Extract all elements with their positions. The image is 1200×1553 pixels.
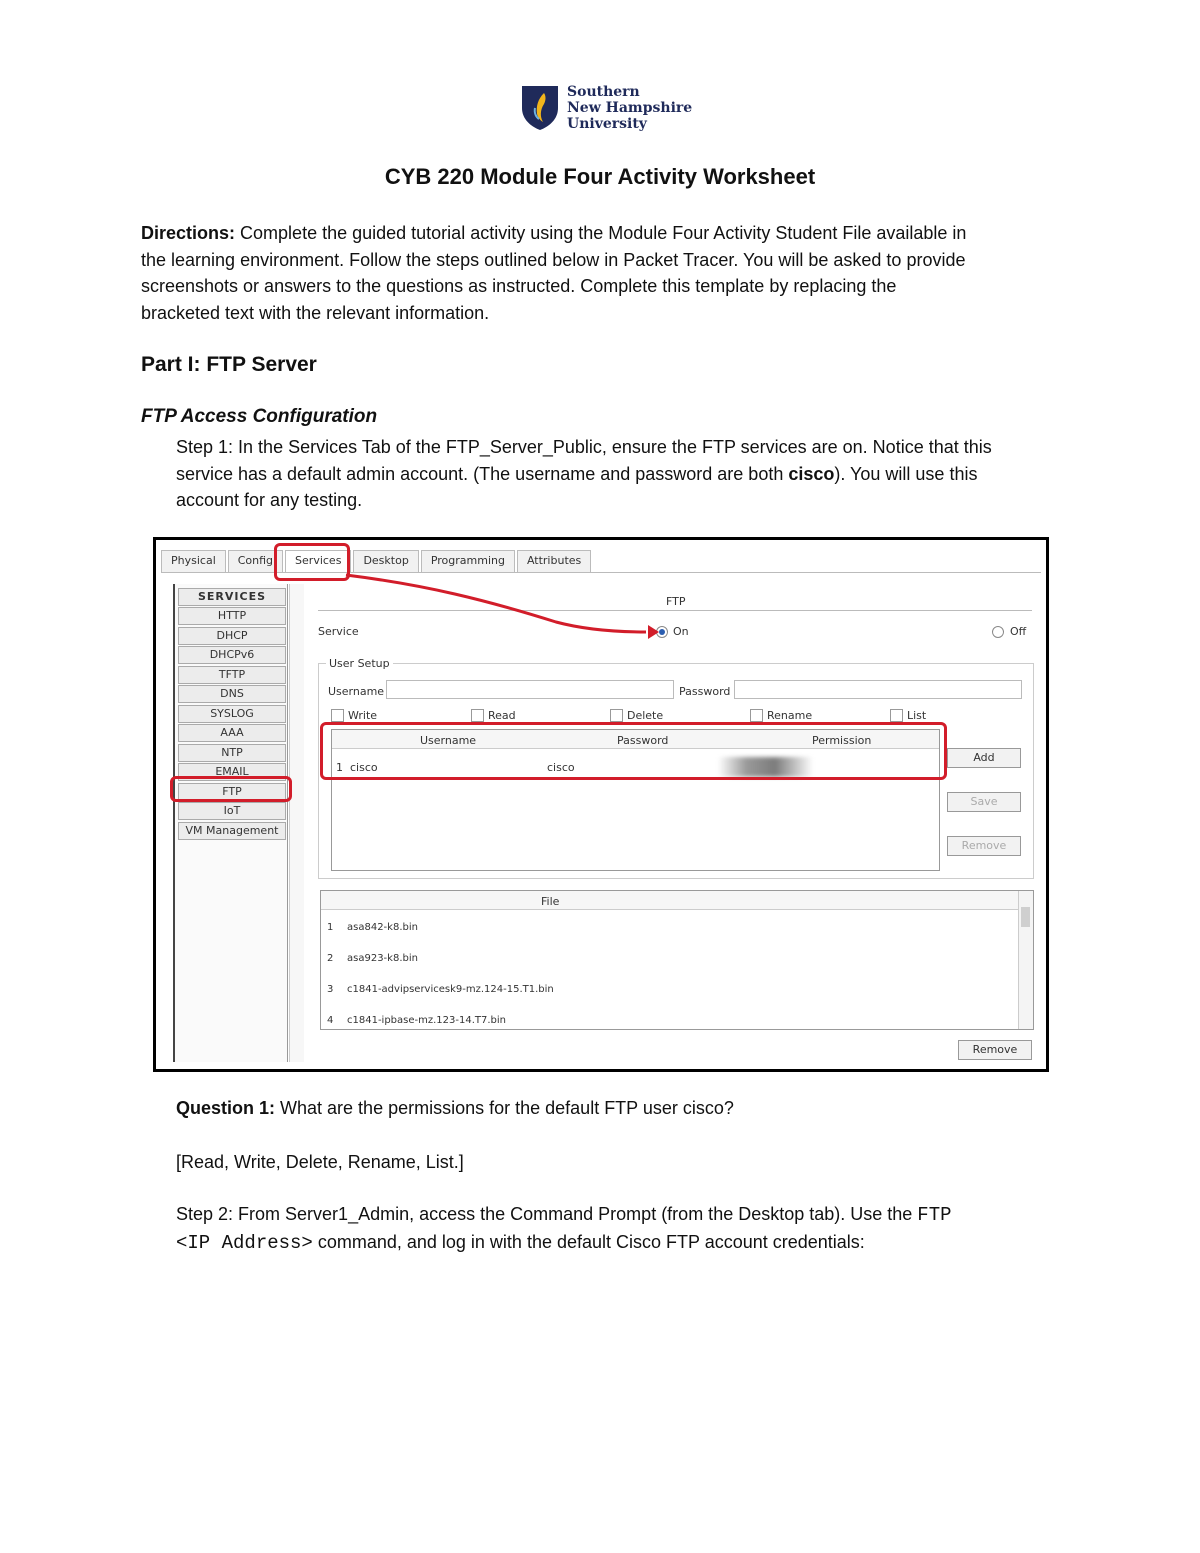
service-on-label: On xyxy=(673,625,689,638)
step-1-line-1: Step 1: In the Services Tab of the FTP_Server_Public, ensure the FTP services are on. Notice that this xyxy=(176,437,992,457)
header-permission: Permission xyxy=(812,734,872,747)
list-label: List xyxy=(907,709,927,722)
file-name-1[interactable]: asa842-k8.bin xyxy=(347,922,418,933)
services-header: SERVICES xyxy=(178,588,286,606)
service-iot[interactable]: IoT xyxy=(178,802,286,820)
write-label: Write xyxy=(348,709,378,722)
password-label: Password xyxy=(679,685,731,698)
directions-label: Directions: xyxy=(141,223,236,243)
step-1-line-2b: ). You will use this xyxy=(834,463,978,484)
delete-label: Delete xyxy=(627,709,664,722)
tab-programming[interactable]: Programming xyxy=(421,550,515,572)
user-setup-label: User Setup xyxy=(326,657,393,670)
step-2-ip-address: <IP Address> xyxy=(176,1231,313,1254)
service-tftp[interactable]: TFTP xyxy=(178,666,286,684)
save-button[interactable]: Save xyxy=(947,792,1021,812)
question-1-text: What are the permissions for the default FTP user cisco? xyxy=(280,1098,734,1118)
step-2-ftp-command: FTP xyxy=(917,1204,952,1226)
tab-attributes[interactable]: Attributes xyxy=(517,550,591,572)
service-syslog[interactable]: SYSLOG xyxy=(178,705,286,723)
service-dhcpv6[interactable]: DHCPv6 xyxy=(178,646,286,664)
logo-line-1: Southern xyxy=(567,84,640,100)
header-password: Password xyxy=(617,734,669,747)
file-name-3[interactable]: c1841-advipservicesk9-mz.124-15.T1.bin xyxy=(347,984,554,995)
tab-config[interactable]: Config xyxy=(228,550,283,572)
university-logo xyxy=(520,84,693,134)
step-1-line-3: account for any testing. xyxy=(176,490,363,510)
directions-line-2: the learning environment. Follow the steps outlined below in Packet Tracer. You will be asked to provide xyxy=(141,249,966,270)
service-ftp[interactable]: FTP xyxy=(178,783,286,801)
part-heading: Part I: FTP Server xyxy=(141,353,317,376)
step-1-bold: cisco xyxy=(788,463,835,484)
step-2-line-1a: Step 2: From Server1_Admin, access the Command Prompt (from the Desktop tab). Use the xyxy=(176,1204,918,1224)
question-1 xyxy=(176,1095,1076,1122)
remove-user-button[interactable]: Remove xyxy=(947,836,1021,856)
ftp-panel-title: FTP xyxy=(666,595,686,608)
service-vm-management[interactable]: VM Management xyxy=(178,822,286,840)
tab-services[interactable]: Services xyxy=(285,550,351,572)
directions-line-4: bracketed text with the relevant information. xyxy=(141,302,490,323)
service-dns[interactable]: DNS xyxy=(178,685,286,703)
logo-line-3: University xyxy=(567,116,647,132)
directions-paragraph xyxy=(141,220,1081,326)
arrow-icon xyxy=(156,540,1046,1069)
header-username: Username xyxy=(420,734,477,747)
service-http[interactable]: HTTP xyxy=(178,607,286,625)
section-heading: FTP Access Configuration xyxy=(141,406,378,427)
username-label: Username xyxy=(328,685,385,698)
user-row-password[interactable]: cisco xyxy=(547,761,575,774)
directions-line-3: screenshots or answers to the questions as instructed. Complete this template by replacing the xyxy=(141,276,897,296)
document-title: CYB 220 Module Four Activity Worksheet xyxy=(384,164,816,189)
packet-tracer-screenshot xyxy=(153,537,1049,1072)
directions-line-1: Complete the guided tutorial activity using the Module Four Activity Student File available in xyxy=(240,223,967,243)
service-aaa[interactable]: AAA xyxy=(178,724,286,742)
rename-label: Rename xyxy=(767,709,813,722)
remove-file-button[interactable]: Remove xyxy=(958,1040,1032,1060)
user-row-username[interactable]: cisco xyxy=(350,761,378,774)
step-2-line-2b: command, and log in with the default Cisco FTP account credentials: xyxy=(312,1231,865,1252)
service-ntp[interactable]: NTP xyxy=(178,744,286,762)
read-label: Read xyxy=(488,709,516,722)
step-2-paragraph xyxy=(176,1201,1076,1256)
step-1-paragraph xyxy=(176,434,1076,514)
question-1-answer: [Read, Write, Delete, Rename, List.] xyxy=(176,1152,464,1172)
file-name-2[interactable]: asa923-k8.bin xyxy=(347,953,418,964)
question-1-label: Question 1: xyxy=(176,1098,276,1118)
user-row-num: 1 xyxy=(336,761,343,774)
file-num-2: 2 xyxy=(327,953,334,964)
shield-icon xyxy=(520,84,560,132)
service-label: Service xyxy=(318,625,359,638)
file-num-4: 4 xyxy=(327,1015,334,1026)
header-file: File xyxy=(541,895,560,908)
tab-desktop[interactable]: Desktop xyxy=(353,550,418,572)
service-dhcp[interactable]: DHCP xyxy=(178,627,286,645)
file-num-3: 3 xyxy=(327,984,334,995)
service-email[interactable]: EMAIL xyxy=(178,763,286,781)
step-1-line-2a: service has a default admin account. (The username and password are both xyxy=(176,463,789,484)
tab-physical[interactable]: Physical xyxy=(161,550,226,572)
service-off-label: Off xyxy=(1010,625,1027,638)
file-name-4[interactable]: c1841-ipbase-mz.123-14.T7.bin xyxy=(347,1015,507,1026)
file-num-1: 1 xyxy=(327,922,334,933)
logo-line-2: New Hampshire xyxy=(567,100,693,116)
add-button[interactable]: Add xyxy=(947,748,1021,768)
